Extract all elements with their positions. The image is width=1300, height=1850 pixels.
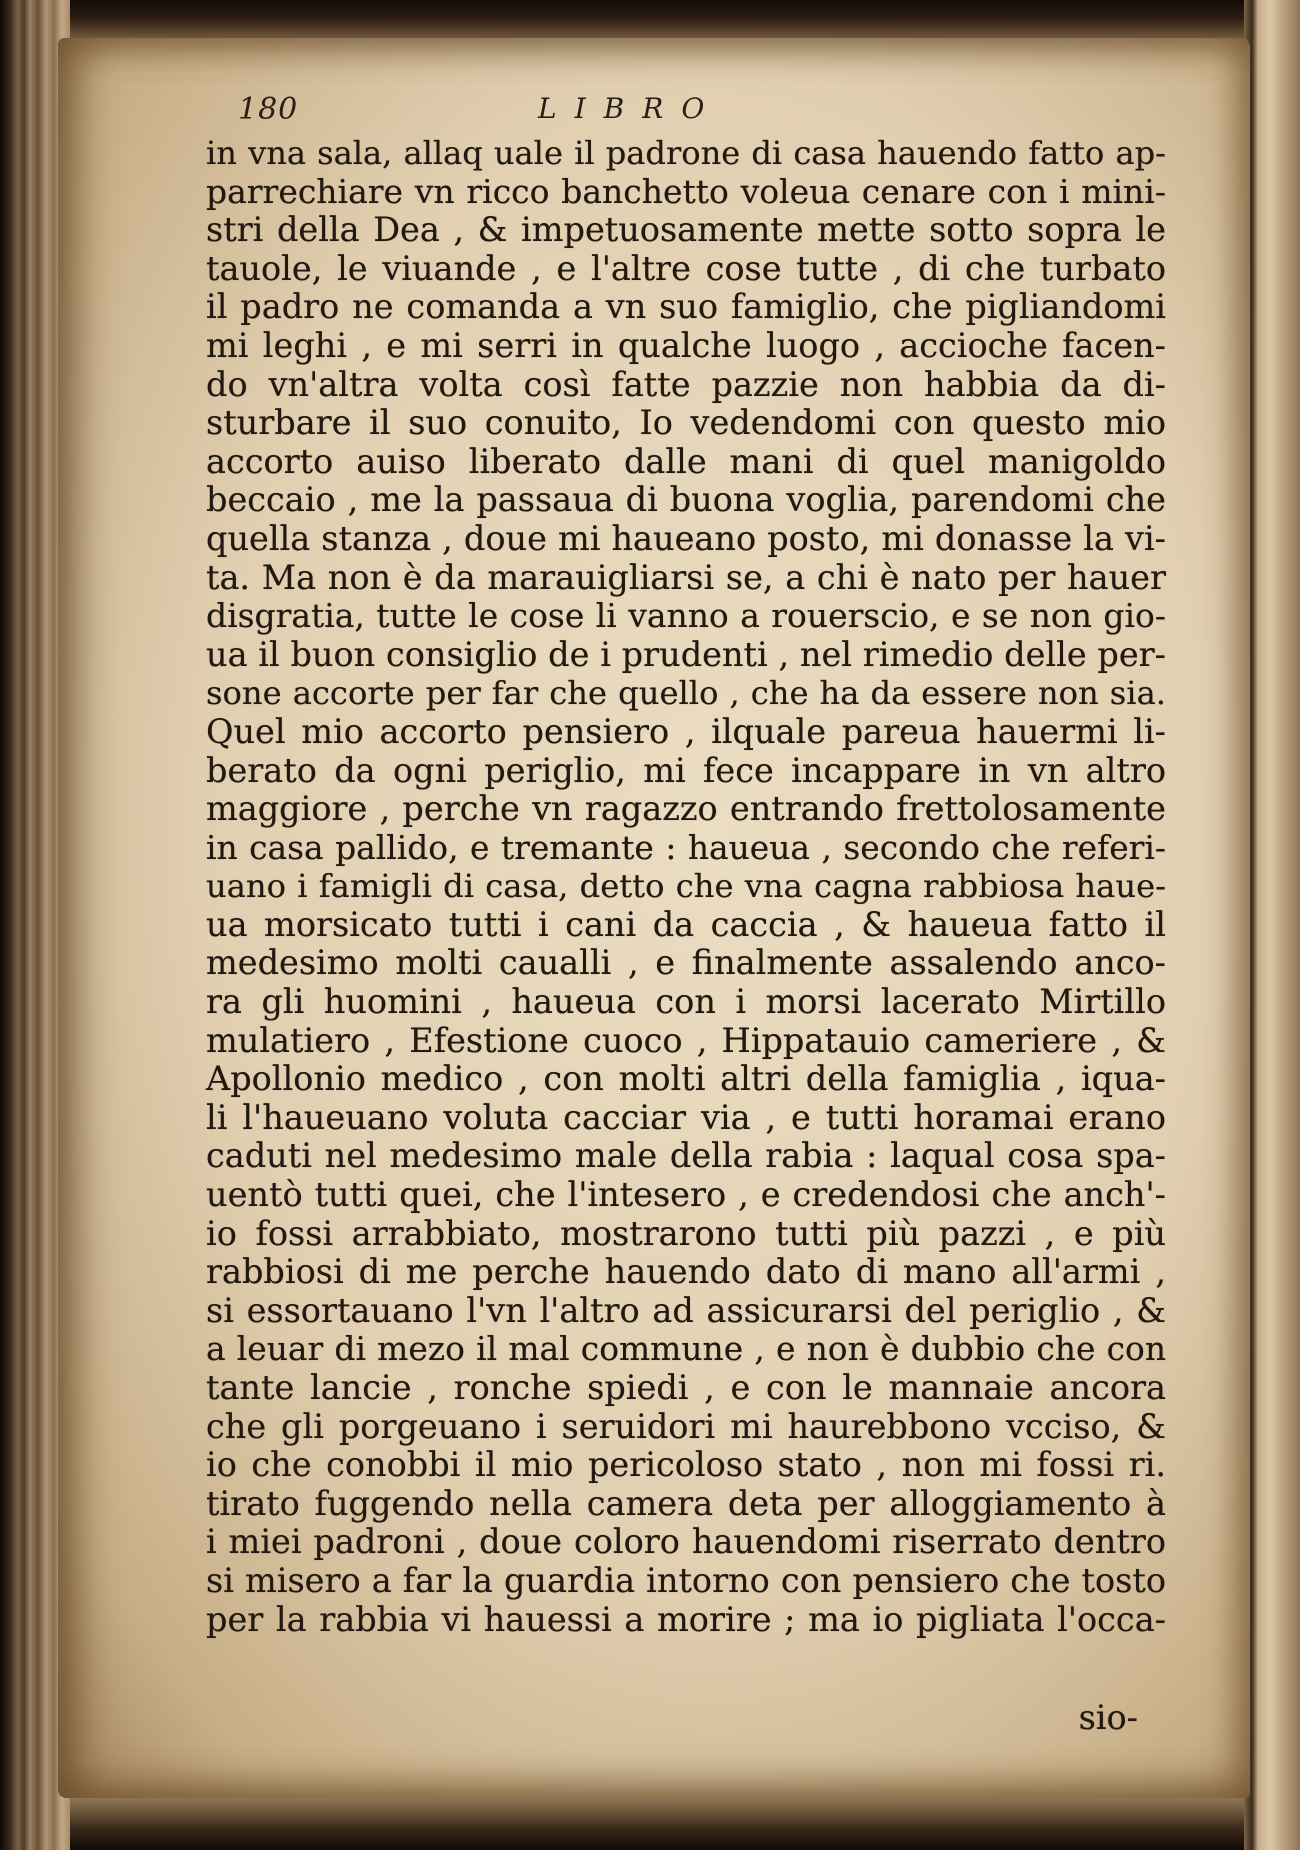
- text-line: li l'haueuano voluta cacciar via , e tutti horamai erano: [206, 1097, 1166, 1137]
- text-line: tante lancie , ronche spiedi , e con le mannaie ancora: [206, 1368, 1166, 1407]
- text-line: quella stanza , doue mi haueano posto, mi donasse la vi-: [206, 518, 1166, 558]
- text-line: medesimo molti caualli , e finalmente assalendo anco-: [206, 943, 1166, 983]
- text-line: Apollonio medico , con molti altri della famiglia , iqua-: [206, 1059, 1166, 1099]
- text-line: io che conobbi il mio pericoloso stato , non mi fossi ri.: [206, 1445, 1166, 1485]
- text-line: ua morsicato tutti i cani da caccia , & haueua fatto il: [206, 904, 1166, 944]
- text-line: ua il buon consiglio de i prudenti , nel rimedio delle per-: [206, 634, 1166, 674]
- text-line: parrechiare vn ricco banchetto voleua cenare con i mini-: [206, 171, 1166, 211]
- text-line: i miei padroni , doue coloro hauendomi riserrato dentro: [206, 1522, 1166, 1562]
- text-line: disgratia, tutte le cose li vanno a rouerscio, e se non gio-: [206, 596, 1166, 636]
- text-line: uentò tutti quei, che l'intesero , e credendosi che anch'-: [206, 1175, 1166, 1215]
- text-line: accorto auiso liberato dalle mani di quel manigoldo: [206, 441, 1166, 481]
- text-line: ra gli huomini , haueua con i morsi lacerato Mirtillo: [206, 982, 1166, 1022]
- text-line: a leuar di mezo il mal commune , e non è dubbio che con: [206, 1329, 1166, 1369]
- page-header: [238, 92, 758, 132]
- running-head: LIBRO: [538, 92, 723, 125]
- text-line: in vna sala, allaq uale il padrone di casa hauendo fatto ap-: [206, 134, 1166, 172]
- text-line: tirato fuggendo nella camera deta per alloggiamento à: [206, 1483, 1166, 1523]
- catchword: sio-: [1078, 1698, 1138, 1737]
- text-line: io fossi arrabbiato, mostrarono tutti più pazzi , e più: [206, 1213, 1166, 1253]
- text-line: ta. Ma non è da marauigliarsi se, a chi è nato per hauer: [206, 557, 1166, 597]
- text-line: in casa pallido, e tremante : haueua , secondo che referi-: [206, 827, 1166, 867]
- text-line: sone accorte per far che quello , che ha da essere non sia.: [206, 674, 1166, 713]
- text-line: maggiore , perche vn ragazzo entrando frettolosamente: [206, 789, 1166, 829]
- text-line: uano i famigli di casa, detto che vna cagna rabbiosa haue-: [206, 867, 1166, 906]
- text-line: il padro ne comanda a vn suo famiglio, che pigliandomi: [206, 287, 1166, 327]
- text-line: tauole, le viuande , e l'altre cose tutte , di che turbato: [206, 248, 1166, 288]
- text-line: Quel mio accorto pensiero , ilquale pareua hauermi li-: [206, 711, 1166, 751]
- text-line: caduti nel medesimo male della rabia : laqual cosa spa-: [206, 1136, 1166, 1176]
- page-number: 180: [238, 92, 299, 127]
- text-line: do vn'altra volta così fatte pazzie non habbia da di-: [206, 364, 1166, 404]
- text-line: mulatiero , Efestione cuoco , Hippatauio cameriere , &: [206, 1020, 1166, 1060]
- text-line: per la rabbia vi hauessi a morire ; ma io pigliata l'occa-: [206, 1599, 1166, 1639]
- text-line: che gli porgeuano i seruidori mi haurebbono vcciso, &: [206, 1406, 1166, 1446]
- text-line: sturbare il suo conuito, Io vedendomi con questo mio: [206, 403, 1166, 443]
- book-binding-right: [1244, 0, 1300, 1850]
- text-line: stri della Dea , & impetuosamente mette sotto sopra le: [206, 210, 1166, 250]
- text-line: si essortauano l'vn l'altro ad assicurarsi del periglio , &: [206, 1290, 1166, 1330]
- text-line: si misero a far la guardia intorno con pensiero che tosto: [206, 1560, 1166, 1600]
- text-line: berato da ogni periglio, mi fece incappare in vn altro: [206, 750, 1166, 790]
- page-body-text: [206, 134, 1166, 1639]
- text-line: mi leghi , e mi serri in qualche luogo , accioche facen-: [206, 325, 1166, 365]
- text-line: beccaio , me la passaua di buona voglia, parendomi che: [206, 480, 1166, 520]
- text-line: rabbiosi di me perche hauendo dato di mano all'armi ,: [206, 1252, 1166, 1292]
